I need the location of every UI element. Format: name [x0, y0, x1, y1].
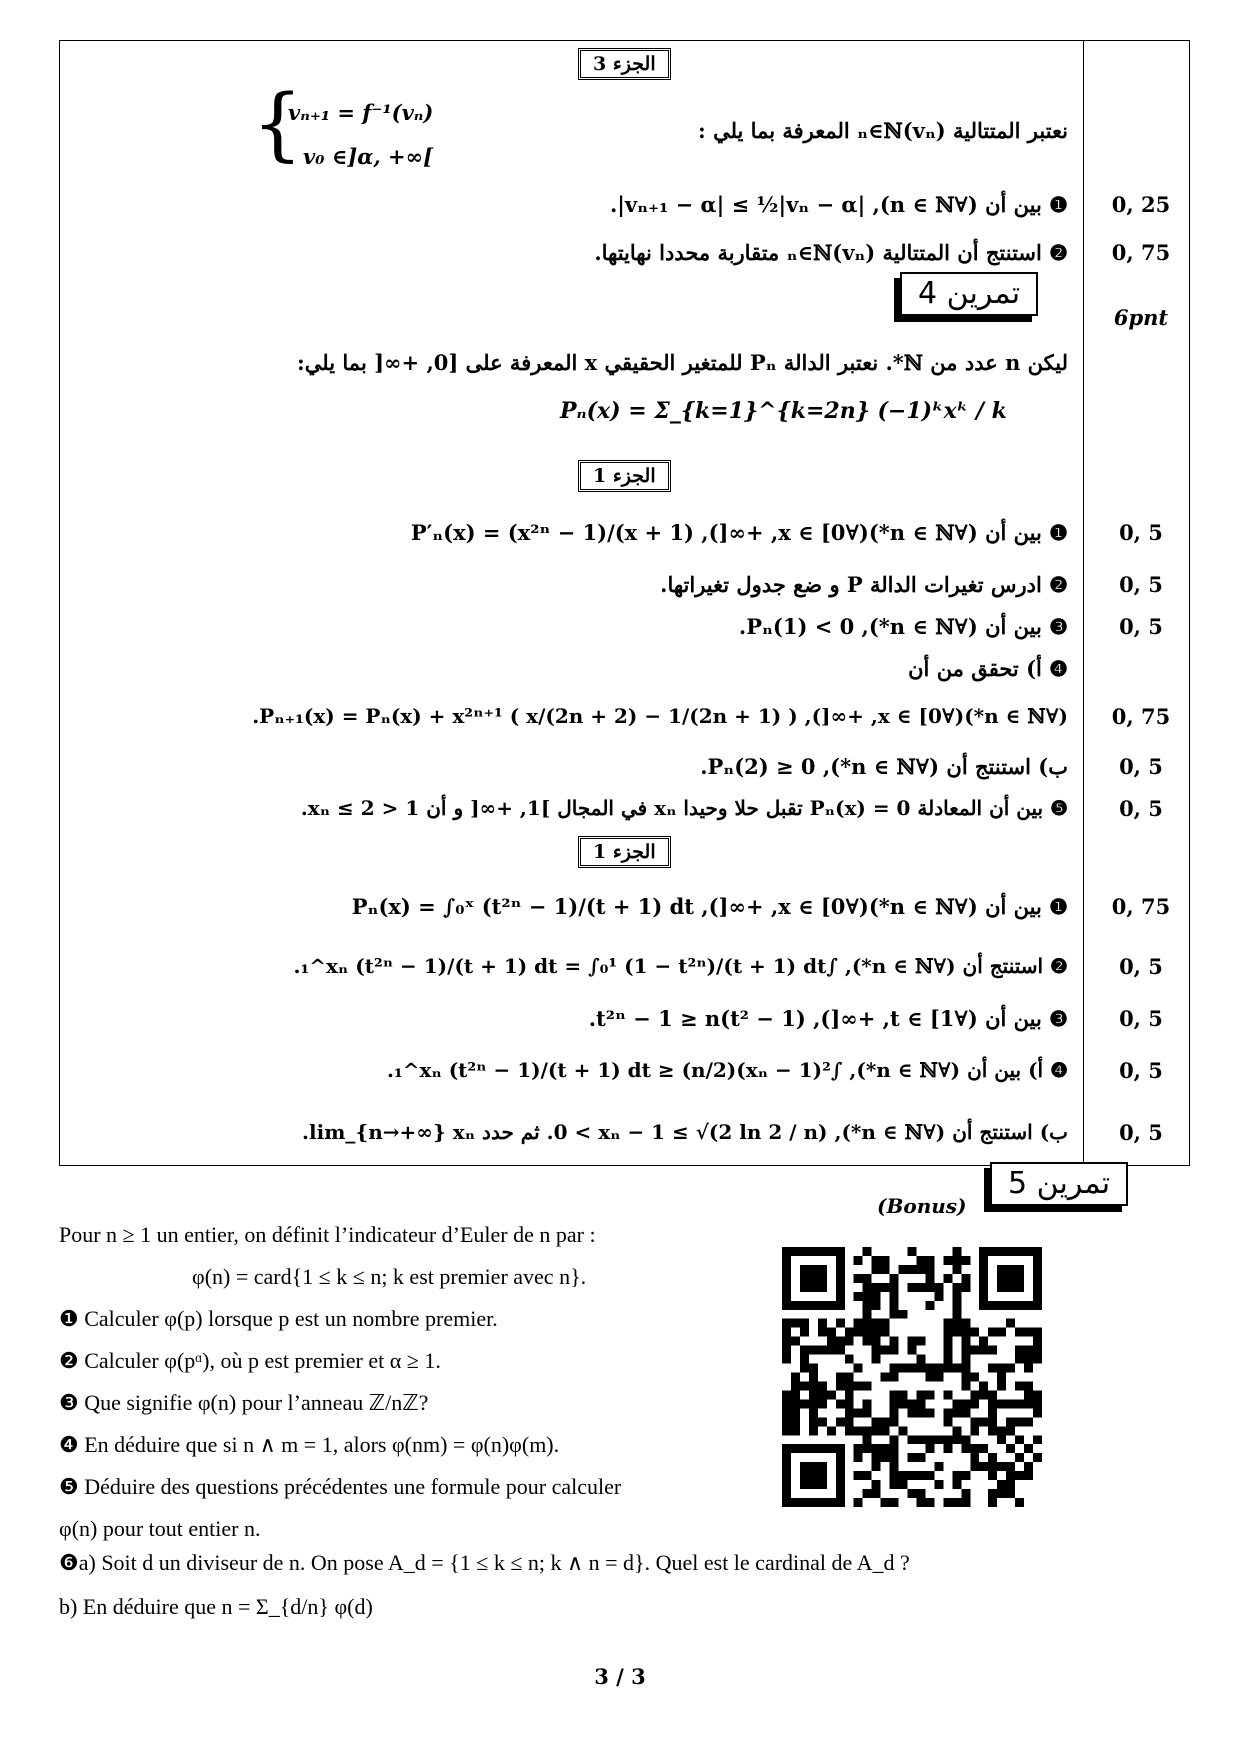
- ex4-r2-points: 0, 5: [1119, 954, 1163, 979]
- ex4-r5: ب) استنتج أن (∀n ∈ ℕ*), 0 < xₙ − 1 ≤ √(2 ln 2 / n). ثم حدد lim_{n→+∞} xₙ.: [302, 1120, 1068, 1144]
- system-brace: {: [252, 77, 303, 170]
- ex4-q4b: ب) استنتج أن (∀n ∈ ℕ*), Pₙ(2) ≥ 0.: [700, 754, 1068, 779]
- exercise4-title: تمرين 4: [900, 272, 1038, 316]
- ex4-q4: ❹ أ) تحقق من أن: [908, 656, 1068, 681]
- ex4-q5: ❺ بين أن المعادلة Pₙ(x) = 0 تقبل حلا وحيدا xₙ في المجال ]1, +∞[ و أن 1 < xₙ ≤ 2.: [300, 796, 1068, 820]
- ex4-q2-points: 0, 5: [1119, 572, 1163, 597]
- system-line-1: vₙ₊₁ = f⁻¹(vₙ): [288, 100, 434, 125]
- ex5-q2: ❷ Calculer φ(pᵅ), où p est premier et α ≥ 1.: [59, 1348, 441, 1373]
- ex4-r4-points: 0, 5: [1119, 1058, 1163, 1083]
- ex5-q3: ❸ Que signifie φ(n) pour l’anneau ℤ/nℤ?: [59, 1390, 429, 1415]
- ex4-r1: ❶ بين أن (∀n ∈ ℕ*)(∀x ∈ [0, +∞[), Pₙ(x) = ∫₀ˣ (t²ⁿ − 1)/(t + 1) dt: [351, 894, 1068, 919]
- page-number: 3 / 3: [594, 1664, 646, 1689]
- ex4-r3: ❸ بين أن (∀t ∈ [1, +∞[), t²ⁿ − 1 ≥ n(t² − 1).: [588, 1006, 1068, 1031]
- ex5-intro: Pour n ≥ 1 un entier, on définit l’indicateur d’Euler de n par :: [59, 1222, 596, 1247]
- ex4-q5-points: 0, 5: [1119, 796, 1163, 821]
- ex4-q2: ❷ ادرس تغيرات الدالة P و ضع جدول تغيراتها.: [660, 572, 1068, 597]
- part3-q1-points: 0, 25: [1111, 192, 1171, 217]
- ex4-r1-points: 0, 75: [1111, 894, 1171, 919]
- ex5-q1: ❶ Calculer φ(p) lorsque p est un nombre premier.: [59, 1306, 498, 1331]
- ex4-q3-points: 0, 5: [1119, 614, 1163, 639]
- exercise4-intro: ليكن n عدد من ℕ*. نعتبر الدالة Pₙ للمتغير الحقيقي x المعرفة على [0, +∞[ بما يلي:: [297, 350, 1068, 375]
- ex4-q4a-points: 0, 75: [1111, 704, 1171, 729]
- part3-q1: ❶ بين أن (∀n ∈ ℕ), |vₙ₊₁ − α| ≤ ½|vₙ − α|.: [609, 192, 1068, 217]
- ex5-q6a: ❻a) Soit d un diviseur de n. On pose A_d = {1 ≤ k ≤ n; k ∧ n = d}. Quel est le cardinal de A_d ?: [59, 1550, 910, 1575]
- part3-q2: ❷ استنتج أن المتتالية (vₙ)ₙ∈ℕ متقاربة محددا نهايتها.: [594, 240, 1068, 265]
- exercise4-points: 6pnt: [1113, 305, 1169, 330]
- ex4-r3-points: 0, 5: [1119, 1006, 1163, 1031]
- ex4-r4: ❹ أ) بين أن (∀n ∈ ℕ*), ∫₁^xₙ (t²ⁿ − 1)/(t + 1) dt ≥ (n/2)(xₙ − 1)².: [386, 1058, 1068, 1082]
- exercise4-definition: Pₙ(x) = Σ_{k=1}^{k=2n} (−1)ᵏxᵏ / k: [560, 398, 1007, 424]
- ex4-r5-points: 0, 5: [1119, 1120, 1163, 1145]
- ex4-q4a: (∀n ∈ ℕ*)(∀x ∈ [0, +∞[), Pₙ₊₁(x) = Pₙ(x) + x²ⁿ⁺¹ ( x/(2n + 2) − 1/(2n + 1) ).: [252, 704, 1068, 728]
- part3-intro: نعتبر المتتالية (vₙ)ₙ∈ℕ المعرفة بما يلي :: [698, 118, 1068, 143]
- ex5-q5-line2: φ(n) pour tout entier n.: [59, 1516, 261, 1541]
- ex4-part1-title: الجزء 1: [578, 460, 671, 492]
- ex5-q5-line1: ❺ Déduire des questions précédentes une formule pour calculer: [59, 1474, 622, 1499]
- part3-q2-points: 0, 75: [1111, 240, 1171, 265]
- system-line-2: v₀ ∈]α, +∞[: [303, 144, 433, 169]
- exercise5-title: تمرين 5: [990, 1162, 1128, 1206]
- ex4-q3: ❸ بين أن (∀n ∈ ℕ*), Pₙ(1) < 0.: [738, 614, 1068, 639]
- ex5-q6b: b) En déduire que n = Σ_{d/n} φ(d): [59, 1594, 373, 1619]
- ex4-part2-title: الجزء 1: [578, 836, 671, 868]
- qr-code-icon: [782, 1247, 1042, 1507]
- ex4-q1-points: 0, 5: [1119, 520, 1163, 545]
- points-column-divider: [1083, 40, 1084, 1166]
- ex4-q4b-points: 0, 5: [1119, 754, 1163, 779]
- ex4-r2: ❷ استنتج أن (∀n ∈ ℕ*), ∫₁^xₙ (t²ⁿ − 1)/(t + 1) dt = ∫₀¹ (1 − t²ⁿ)/(t + 1) dt.: [293, 954, 1068, 978]
- exercise5-bonus: (Bonus): [877, 1194, 967, 1218]
- ex4-q1: ❶ بين أن (∀n ∈ ℕ*)(∀x ∈ [0, +∞[), P′ₙ(x) = (x²ⁿ − 1)/(x + 1): [410, 520, 1068, 545]
- ex5-q4: ❹ En déduire que si n ∧ m = 1, alors φ(nm) = φ(n)φ(m).: [59, 1432, 560, 1457]
- part3-title: الجزء 3: [578, 48, 671, 80]
- ex5-definition: φ(n) = card{1 ≤ k ≤ n; k est premier avec n}.: [192, 1264, 587, 1289]
